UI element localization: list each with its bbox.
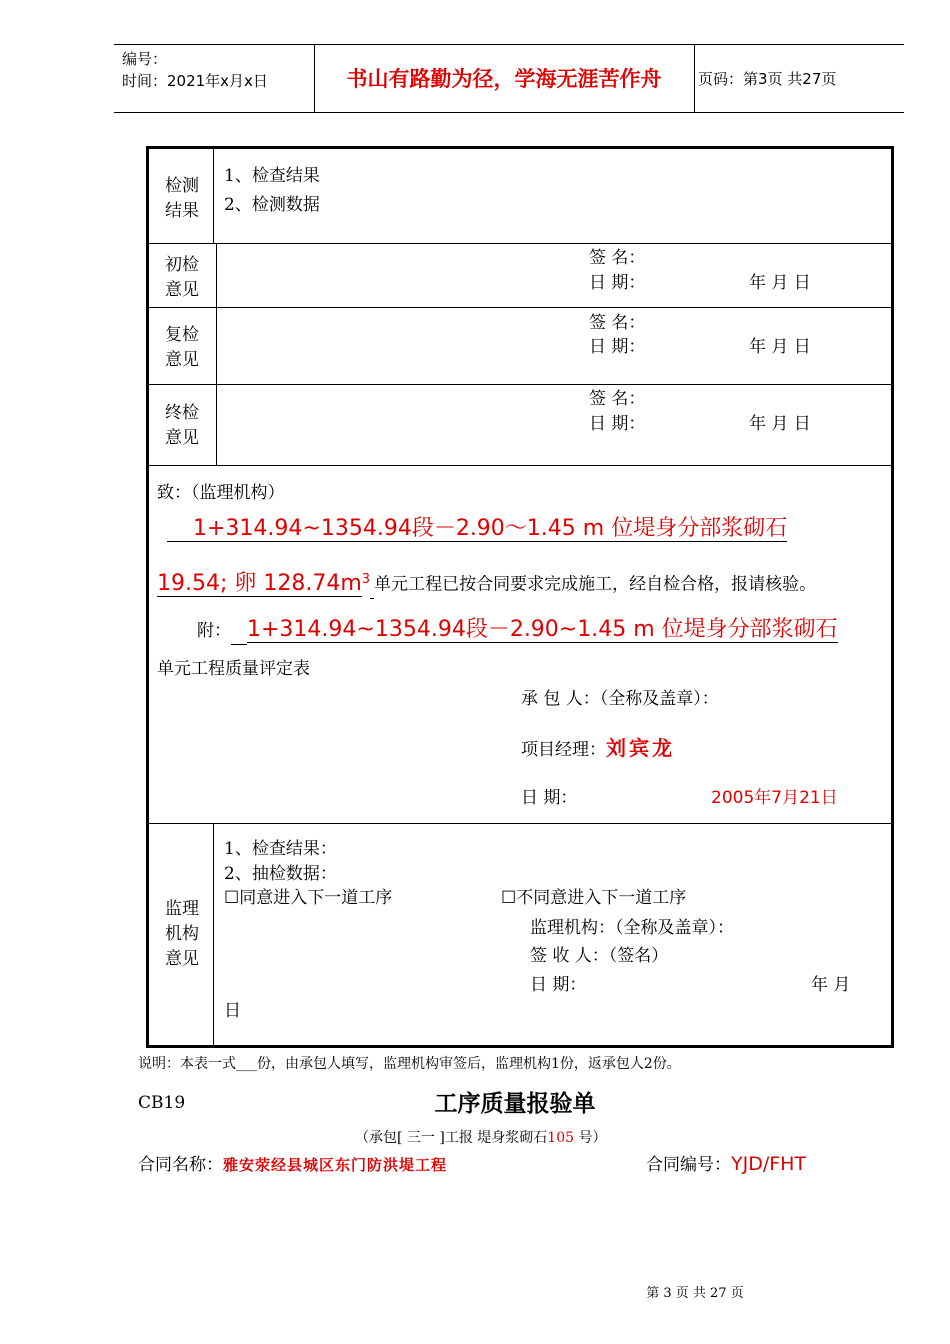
subtitle-number: 105: [547, 1130, 575, 1146]
recheck-label: 复检 意见: [165, 325, 199, 370]
ymd-label: 年 月 日: [749, 414, 811, 434]
test-item: 1、检查结果: [224, 166, 320, 186]
final-check-label: 终检 意见: [165, 403, 199, 448]
manager-line: [521, 736, 675, 763]
page-header: [114, 44, 904, 114]
red-line-2: [157, 567, 816, 599]
agree-checkbox[interactable]: ☐同意进入下一道工序: [224, 888, 393, 908]
test-result-label: 检测 结果: [165, 176, 199, 221]
disagree-checkbox[interactable]: ☐不同意进入下一道工序: [501, 888, 687, 908]
subtitle-pre: （承包[ 三一 ]工报 堤身浆砌石: [355, 1130, 548, 1146]
supervisor-label: 监理 机构 意见: [165, 899, 199, 969]
form-subtitle: [355, 1127, 606, 1147]
form-title: 工序质量报验单: [434, 1091, 596, 1117]
ymd-label: 年 月 日: [749, 337, 811, 357]
date-value: 2005年7月21日: [711, 788, 838, 808]
sup-date-label: 日 期：: [530, 975, 587, 995]
header-page-info: 页码：第3页 共27页: [698, 69, 837, 88]
red-text-segment: 1+314.94~1354.94段－2.90～1.45 m 位堤身分部浆砌石: [193, 516, 788, 541]
subtitle-post: 号）: [574, 1130, 607, 1146]
form-code: CB19: [138, 1093, 186, 1113]
ymd-label: 年 月 日: [749, 273, 811, 293]
header-bottom-rule: [114, 112, 904, 113]
date-row-label: 日 期：: [521, 788, 578, 808]
attach-line: [197, 617, 838, 645]
superscript: 3: [361, 572, 371, 587]
sign-label: 签 名：: [589, 389, 646, 409]
contract-name-label: 合同名称：: [138, 1155, 223, 1175]
date-label: 日 期：: [589, 414, 646, 434]
col-divider: [216, 243, 217, 465]
sign-label: 签 名：: [589, 313, 646, 333]
sup-item: 1、检查结果：: [224, 839, 337, 859]
date-label: 日 期：: [589, 273, 646, 293]
sup-ym: 年 月: [811, 975, 851, 995]
contract-no: YJD/FHT: [731, 1153, 807, 1175]
manager-label: 项目经理：: [521, 740, 606, 760]
red-line-1: [167, 516, 787, 542]
quality-form: 单元工程质量评定表: [157, 659, 310, 679]
row-divider: [149, 243, 891, 244]
attach-label: 附：: [197, 621, 231, 641]
row-divider: [149, 384, 891, 385]
sup-org-line: 监理机构：（全称及盖章）：: [530, 918, 734, 938]
receiver-line: 签 收 人：（签名）: [530, 946, 669, 966]
contract-name: 雅安荥经县城区东门防洪堤工程: [223, 1156, 448, 1174]
manager-name: 刘宾龙: [606, 736, 675, 760]
sign-label: 签 名：: [589, 248, 646, 268]
row-divider: [149, 307, 891, 308]
row-divider: [149, 465, 891, 466]
completion-text: 单元工程已按合同要求完成施工，经自检合格，报请核验。: [374, 574, 817, 595]
header-motto: 书山有路勤为径，学海无涯苦作舟: [346, 67, 662, 91]
red-text-segment: 19.54; 卵 128.74m: [157, 570, 362, 596]
note-text: 说明：本表一式___份，由承包人填写，监理机构审签后，监理机构1份，返承包人2份。: [138, 1056, 681, 1072]
row-divider: [149, 823, 891, 824]
contract-no-line: [646, 1150, 806, 1175]
sup-item: 2、抽检数据：: [224, 864, 337, 884]
inspection-table: [146, 146, 894, 1048]
test-item: 2、检测数据: [224, 195, 320, 215]
header-meta: [122, 48, 268, 92]
red-text-segment: 1+314.94~1354.94段－2.90~1.45 m 位堤身分部浆砌石: [247, 617, 838, 642]
contractor-line: 承 包 人：（全称及盖章）：: [521, 689, 719, 709]
date-label: 日 期：: [589, 337, 646, 357]
header-divider: [694, 44, 695, 113]
to-line: 致：（监理机构）: [157, 483, 285, 503]
page-footer: 第 3 页 共 27 页: [646, 1286, 744, 1301]
initial-check-label: 初检 意见: [165, 255, 199, 300]
contract-no-label: 合同编号：: [646, 1155, 731, 1175]
time-line: 时间：2021年x月x日: [122, 72, 268, 90]
header-divider: [314, 44, 315, 113]
number-label: 编号：: [122, 50, 168, 68]
sup-day: 日: [224, 1001, 241, 1021]
contract-name-line: [138, 1150, 447, 1175]
